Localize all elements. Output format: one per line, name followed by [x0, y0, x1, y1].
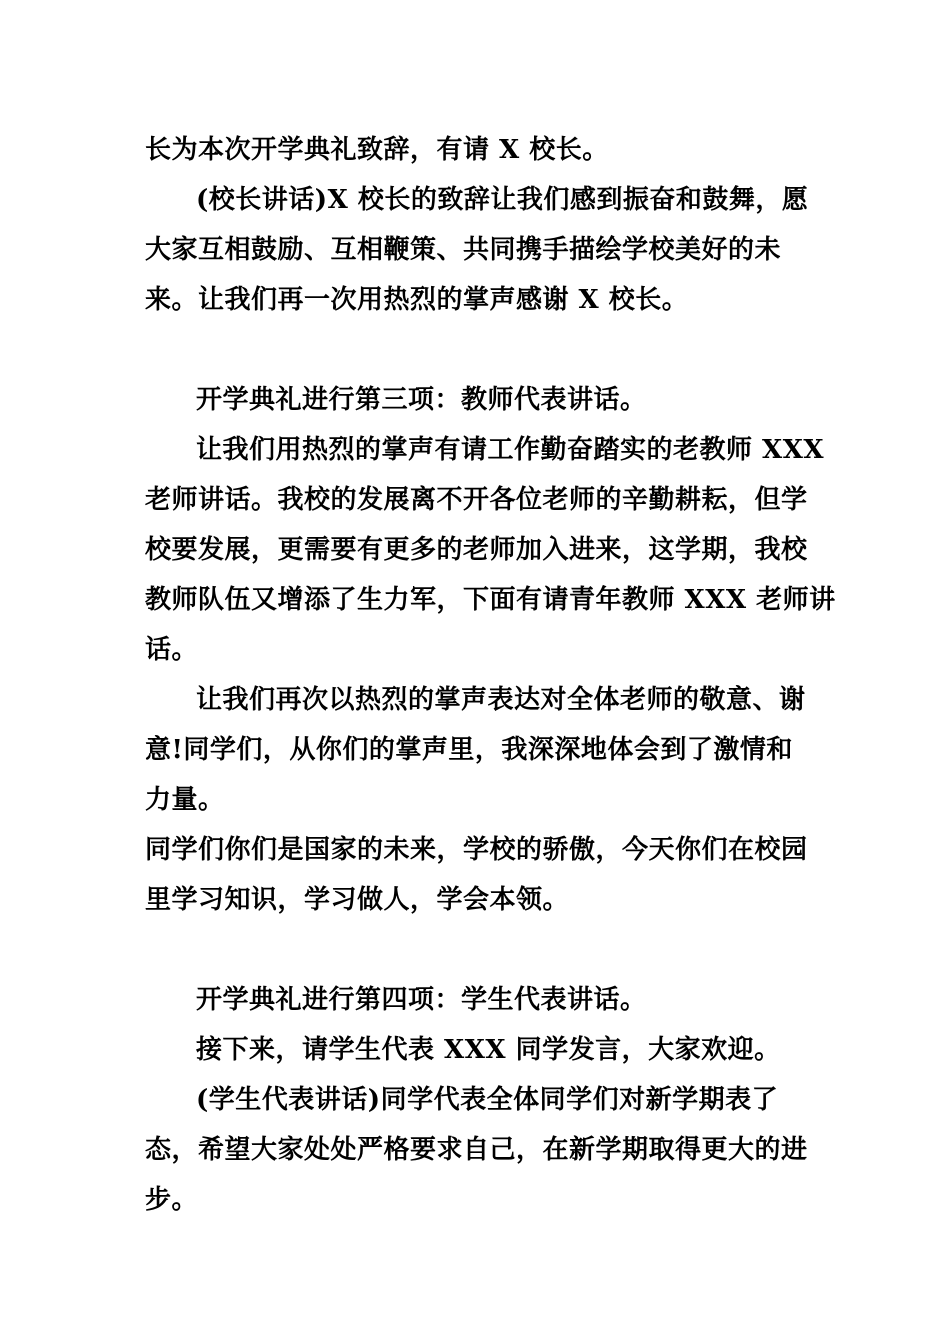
text-line: 大家互相鼓励、互相鞭策、共同携手描绘学校美好的未	[145, 235, 782, 265]
text-line: 让我们用热烈的掌声有请工作勤奋踏实的老教师 XXX	[196, 435, 825, 465]
text-line: 意!同学们，从你们的掌声里，我深深地体会到了激情和	[145, 735, 793, 765]
text-line: 教师队伍又增添了生力军，下面有请青年教师 XXX 老师讲	[145, 585, 836, 615]
text-line: 老师讲话。我校的发展离不开各位老师的辛勤耕耘，但学	[145, 485, 808, 515]
text-line: 让我们再次以热烈的掌声表达对全体老师的敬意、谢	[196, 685, 806, 715]
text-line: (校长讲话)X 校长的致辞让我们感到振奋和鼓舞，愿	[196, 185, 809, 215]
text-line: 步。	[145, 1185, 199, 1215]
section-heading: 开学典礼进行第三项：教师代表讲话。	[196, 385, 647, 415]
text-line: 长为本次开学典礼致辞，有请 X 校长。	[145, 135, 609, 165]
text-line: 态，希望大家处处严格要求自己，在新学期取得更大的进	[145, 1135, 808, 1165]
text-line: 接下来，请学生代表 XXX 同学发言，大家欢迎。	[196, 1035, 781, 1065]
text-line: 话。	[145, 635, 199, 665]
text-line: 同学们你们是国家的未来，学校的骄傲，今天你们在校园	[145, 835, 808, 865]
text-line: (学生代表讲话)同学代表全体同学们对新学期表了	[196, 1085, 779, 1115]
text-line: 校要发展，更需要有更多的老师加入进来，这学期，我校	[145, 535, 808, 565]
text-line: 里学习知识，学习做人，学会本领。	[145, 885, 570, 915]
text-line: 力量。	[145, 785, 225, 815]
section-heading: 开学典礼进行第四项：学生代表讲话。	[196, 985, 647, 1015]
text-line: 来。让我们再一次用热烈的掌声感谢 X 校长。	[145, 285, 689, 315]
